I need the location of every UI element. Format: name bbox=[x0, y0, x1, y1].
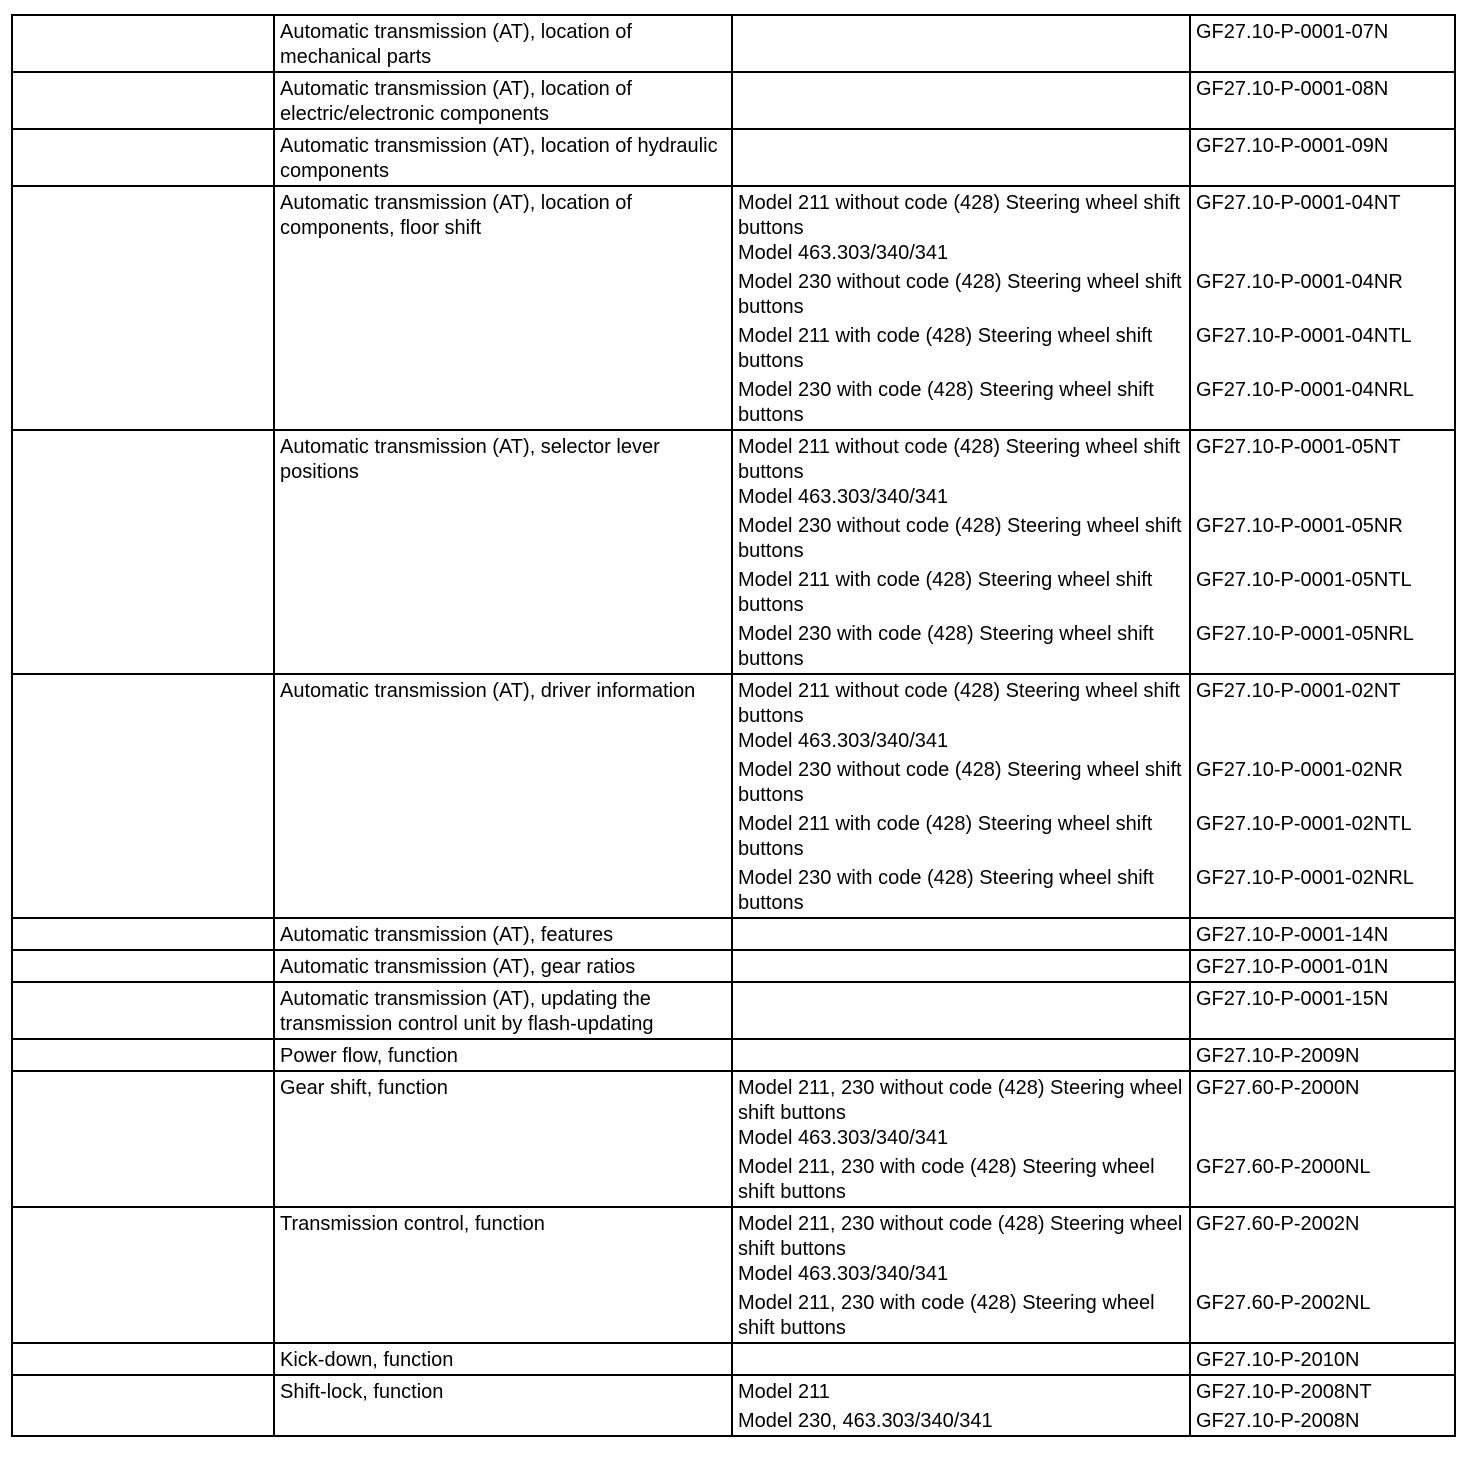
document-code: GF27.10-P-2009N bbox=[1196, 1045, 1360, 1067]
document-code: GF27.10-P-2008NT bbox=[1196, 1381, 1372, 1403]
reference-table bbox=[11, 14, 1456, 1437]
model-applicability bbox=[738, 1348, 1183, 1373]
document-code bbox=[1196, 1262, 1448, 1287]
topic-cell bbox=[274, 1039, 732, 1071]
document-code: GF27.10-P-0001-02NT bbox=[1196, 680, 1401, 702]
topic-cell bbox=[274, 982, 732, 1039]
document-code: GF27.10-P-0001-04NR bbox=[1196, 271, 1403, 293]
model-cell bbox=[732, 918, 1190, 950]
model-applicability bbox=[738, 1044, 1183, 1069]
document-code: GF27.10-P-0001-05NTL bbox=[1196, 569, 1412, 591]
document-code-cell bbox=[1190, 1375, 1455, 1436]
model-applicability: Model 211 without code (428) Steering wheel shift buttons bbox=[738, 680, 1181, 727]
model-applicability: Model 463.303/340/341 bbox=[738, 730, 949, 752]
topic-text: Automatic transmission (AT), location of components, floor shift bbox=[280, 192, 632, 239]
blank-cell bbox=[12, 1375, 274, 1436]
topic-text: Automatic transmission (AT), location of electric/electronic components bbox=[280, 78, 632, 125]
blank-cell bbox=[12, 1207, 274, 1343]
document-code-cell bbox=[1190, 72, 1455, 129]
model-applicability: Model 230 without code (428) Steering wheel shift buttons bbox=[738, 515, 1182, 562]
model-cell bbox=[732, 1375, 1190, 1436]
blank-cell bbox=[12, 186, 274, 430]
model-applicability: Model 230 with code (428) Steering wheel shift buttons bbox=[738, 623, 1154, 670]
document-code-cell bbox=[1190, 430, 1455, 674]
model-cell bbox=[732, 1071, 1190, 1207]
document-code: GF27.10-P-0001-15N bbox=[1196, 988, 1389, 1010]
table-row bbox=[12, 674, 1455, 918]
topic-cell bbox=[274, 430, 732, 674]
document-code-cell bbox=[1190, 950, 1455, 982]
model-applicability bbox=[738, 77, 1183, 102]
model-applicability: Model 211 bbox=[738, 1381, 830, 1403]
topic-text: Automatic transmission (AT), updating the transmission control unit by flash-updating bbox=[280, 988, 654, 1035]
document-code bbox=[1196, 729, 1448, 754]
topic-cell bbox=[274, 129, 732, 186]
topic-cell bbox=[274, 72, 732, 129]
topic-text: Automatic transmission (AT), selector lever positions bbox=[280, 436, 660, 483]
topic-cell bbox=[274, 15, 732, 72]
model-applicability bbox=[738, 923, 1183, 948]
model-applicability: Model 230, 463.303/340/341 bbox=[738, 1410, 993, 1432]
document-code-cell bbox=[1190, 982, 1455, 1039]
document-code bbox=[1196, 485, 1448, 510]
document-code: GF27.10-P-0001-02NTL bbox=[1196, 813, 1412, 835]
model-cell bbox=[732, 982, 1190, 1039]
blank-cell bbox=[12, 430, 274, 674]
model-cell bbox=[732, 186, 1190, 430]
model-cell bbox=[732, 1207, 1190, 1343]
document-code: GF27.10-P-2010N bbox=[1196, 1349, 1360, 1371]
topic-cell bbox=[274, 1071, 732, 1207]
blank-cell bbox=[12, 15, 274, 72]
model-applicability bbox=[738, 987, 1183, 1012]
topic-cell bbox=[274, 1207, 732, 1343]
topic-text: Kick-down, function bbox=[280, 1349, 454, 1371]
table-row bbox=[12, 1071, 1455, 1207]
model-applicability: Model 211 with code (428) Steering wheel shift buttons bbox=[738, 813, 1153, 860]
document-code: GF27.10-P-0001-02NRL bbox=[1196, 867, 1414, 889]
document-code-cell bbox=[1190, 1343, 1455, 1375]
model-applicability: Model 230 with code (428) Steering wheel shift buttons bbox=[738, 379, 1154, 426]
model-cell bbox=[732, 1343, 1190, 1375]
document-code: GF27.10-P-0001-04NT bbox=[1196, 192, 1401, 214]
model-applicability: Model 211 without code (428) Steering wheel shift buttons bbox=[738, 436, 1181, 483]
document-code: GF27.10-P-0001-04NTL bbox=[1196, 325, 1412, 347]
model-applicability: Model 463.303/340/341 bbox=[738, 242, 949, 264]
model-cell bbox=[732, 950, 1190, 982]
document-code-cell bbox=[1190, 15, 1455, 72]
topic-cell bbox=[274, 186, 732, 430]
topic-cell bbox=[274, 1375, 732, 1436]
model-applicability: Model 463.303/340/341 bbox=[738, 486, 949, 508]
document-code: GF27.60-P-2002N bbox=[1196, 1213, 1360, 1235]
document-code: GF27.10-P-0001-09N bbox=[1196, 135, 1389, 157]
topic-text: Automatic transmission (AT), gear ratios bbox=[280, 956, 636, 978]
model-applicability bbox=[738, 955, 1183, 980]
table-row bbox=[12, 72, 1455, 129]
table-body bbox=[12, 15, 1455, 1436]
blank-cell bbox=[12, 1071, 274, 1207]
model-applicability: Model 230 without code (428) Steering wheel shift buttons bbox=[738, 271, 1182, 318]
document-code: GF27.10-P-2008N bbox=[1196, 1410, 1360, 1432]
model-cell bbox=[732, 129, 1190, 186]
table-row bbox=[12, 186, 1455, 430]
blank-cell bbox=[12, 918, 274, 950]
document-code: GF27.10-P-0001-05NRL bbox=[1196, 623, 1414, 645]
model-applicability: Model 211, 230 without code (428) Steering wheel shift buttons bbox=[738, 1213, 1183, 1260]
document-code-cell bbox=[1190, 1039, 1455, 1071]
topic-cell bbox=[274, 950, 732, 982]
table-row bbox=[12, 1343, 1455, 1375]
topic-text: Automatic transmission (AT), location of mechanical parts bbox=[280, 21, 632, 68]
document-code: GF27.60-P-2000N bbox=[1196, 1077, 1360, 1099]
model-applicability: Model 463.303/340/341 bbox=[738, 1127, 949, 1149]
model-cell bbox=[732, 72, 1190, 129]
document-code: GF27.60-P-2000NL bbox=[1196, 1156, 1371, 1178]
model-cell bbox=[732, 430, 1190, 674]
document-code-cell bbox=[1190, 186, 1455, 430]
model-applicability: Model 463.303/340/341 bbox=[738, 1263, 949, 1285]
blank-cell bbox=[12, 674, 274, 918]
document-code-cell bbox=[1190, 1071, 1455, 1207]
document-page bbox=[11, 14, 1456, 1437]
topic-text: Transmission control, function bbox=[280, 1213, 545, 1235]
table-row bbox=[12, 982, 1455, 1039]
model-cell bbox=[732, 674, 1190, 918]
table-row bbox=[12, 430, 1455, 674]
topic-text: Automatic transmission (AT), location of hydraulic components bbox=[280, 135, 718, 182]
topic-text: Automatic transmission (AT), features bbox=[280, 924, 614, 946]
blank-cell bbox=[12, 72, 274, 129]
topic-text: Power flow, function bbox=[280, 1045, 458, 1067]
model-applicability: Model 211 with code (428) Steering wheel shift buttons bbox=[738, 569, 1153, 616]
model-applicability: Model 230 with code (428) Steering wheel shift buttons bbox=[738, 867, 1154, 914]
document-code: GF27.10-P-0001-05NR bbox=[1196, 515, 1403, 537]
table-row bbox=[12, 918, 1455, 950]
document-code-cell bbox=[1190, 1207, 1455, 1343]
topic-cell bbox=[274, 674, 732, 918]
document-code bbox=[1196, 241, 1448, 266]
table-row bbox=[12, 129, 1455, 186]
document-code: GF27.10-P-0001-08N bbox=[1196, 78, 1389, 100]
model-cell bbox=[732, 1039, 1190, 1071]
document-code bbox=[1196, 1126, 1448, 1151]
table-row bbox=[12, 1039, 1455, 1071]
model-applicability: Model 211 with code (428) Steering wheel shift buttons bbox=[738, 325, 1153, 372]
topic-text: Shift-lock, function bbox=[280, 1381, 444, 1403]
document-code: GF27.10-P-0001-01N bbox=[1196, 956, 1389, 978]
document-code-cell bbox=[1190, 129, 1455, 186]
topic-cell bbox=[274, 918, 732, 950]
model-applicability: Model 211 without code (428) Steering wheel shift buttons bbox=[738, 192, 1181, 239]
table-row bbox=[12, 1375, 1455, 1436]
model-applicability: Model 211, 230 with code (428) Steering wheel shift buttons bbox=[738, 1292, 1155, 1339]
table-row bbox=[12, 15, 1455, 72]
document-code: GF27.10-P-0001-07N bbox=[1196, 21, 1389, 43]
blank-cell bbox=[12, 1039, 274, 1071]
blank-cell bbox=[12, 129, 274, 186]
model-applicability bbox=[738, 20, 1183, 45]
table-row bbox=[12, 950, 1455, 982]
document-code: GF27.10-P-0001-04NRL bbox=[1196, 379, 1414, 401]
document-code-cell bbox=[1190, 918, 1455, 950]
topic-text: Gear shift, function bbox=[280, 1077, 448, 1099]
document-code: GF27.10-P-0001-02NR bbox=[1196, 759, 1403, 781]
document-code: GF27.60-P-2002NL bbox=[1196, 1292, 1371, 1314]
document-code-cell bbox=[1190, 674, 1455, 918]
topic-text: Automatic transmission (AT), driver information bbox=[280, 680, 696, 702]
model-applicability: Model 211, 230 without code (428) Steering wheel shift buttons bbox=[738, 1077, 1183, 1124]
model-applicability: Model 230 without code (428) Steering wheel shift buttons bbox=[738, 759, 1182, 806]
document-code: GF27.10-P-0001-05NT bbox=[1196, 436, 1401, 458]
table-row bbox=[12, 1207, 1455, 1343]
blank-cell bbox=[12, 1343, 274, 1375]
model-applicability: Model 211, 230 with code (428) Steering wheel shift buttons bbox=[738, 1156, 1155, 1203]
blank-cell bbox=[12, 982, 274, 1039]
topic-cell bbox=[274, 1343, 732, 1375]
model-cell bbox=[732, 15, 1190, 72]
document-code: GF27.10-P-0001-14N bbox=[1196, 924, 1389, 946]
model-applicability bbox=[738, 134, 1183, 159]
blank-cell bbox=[12, 950, 274, 982]
